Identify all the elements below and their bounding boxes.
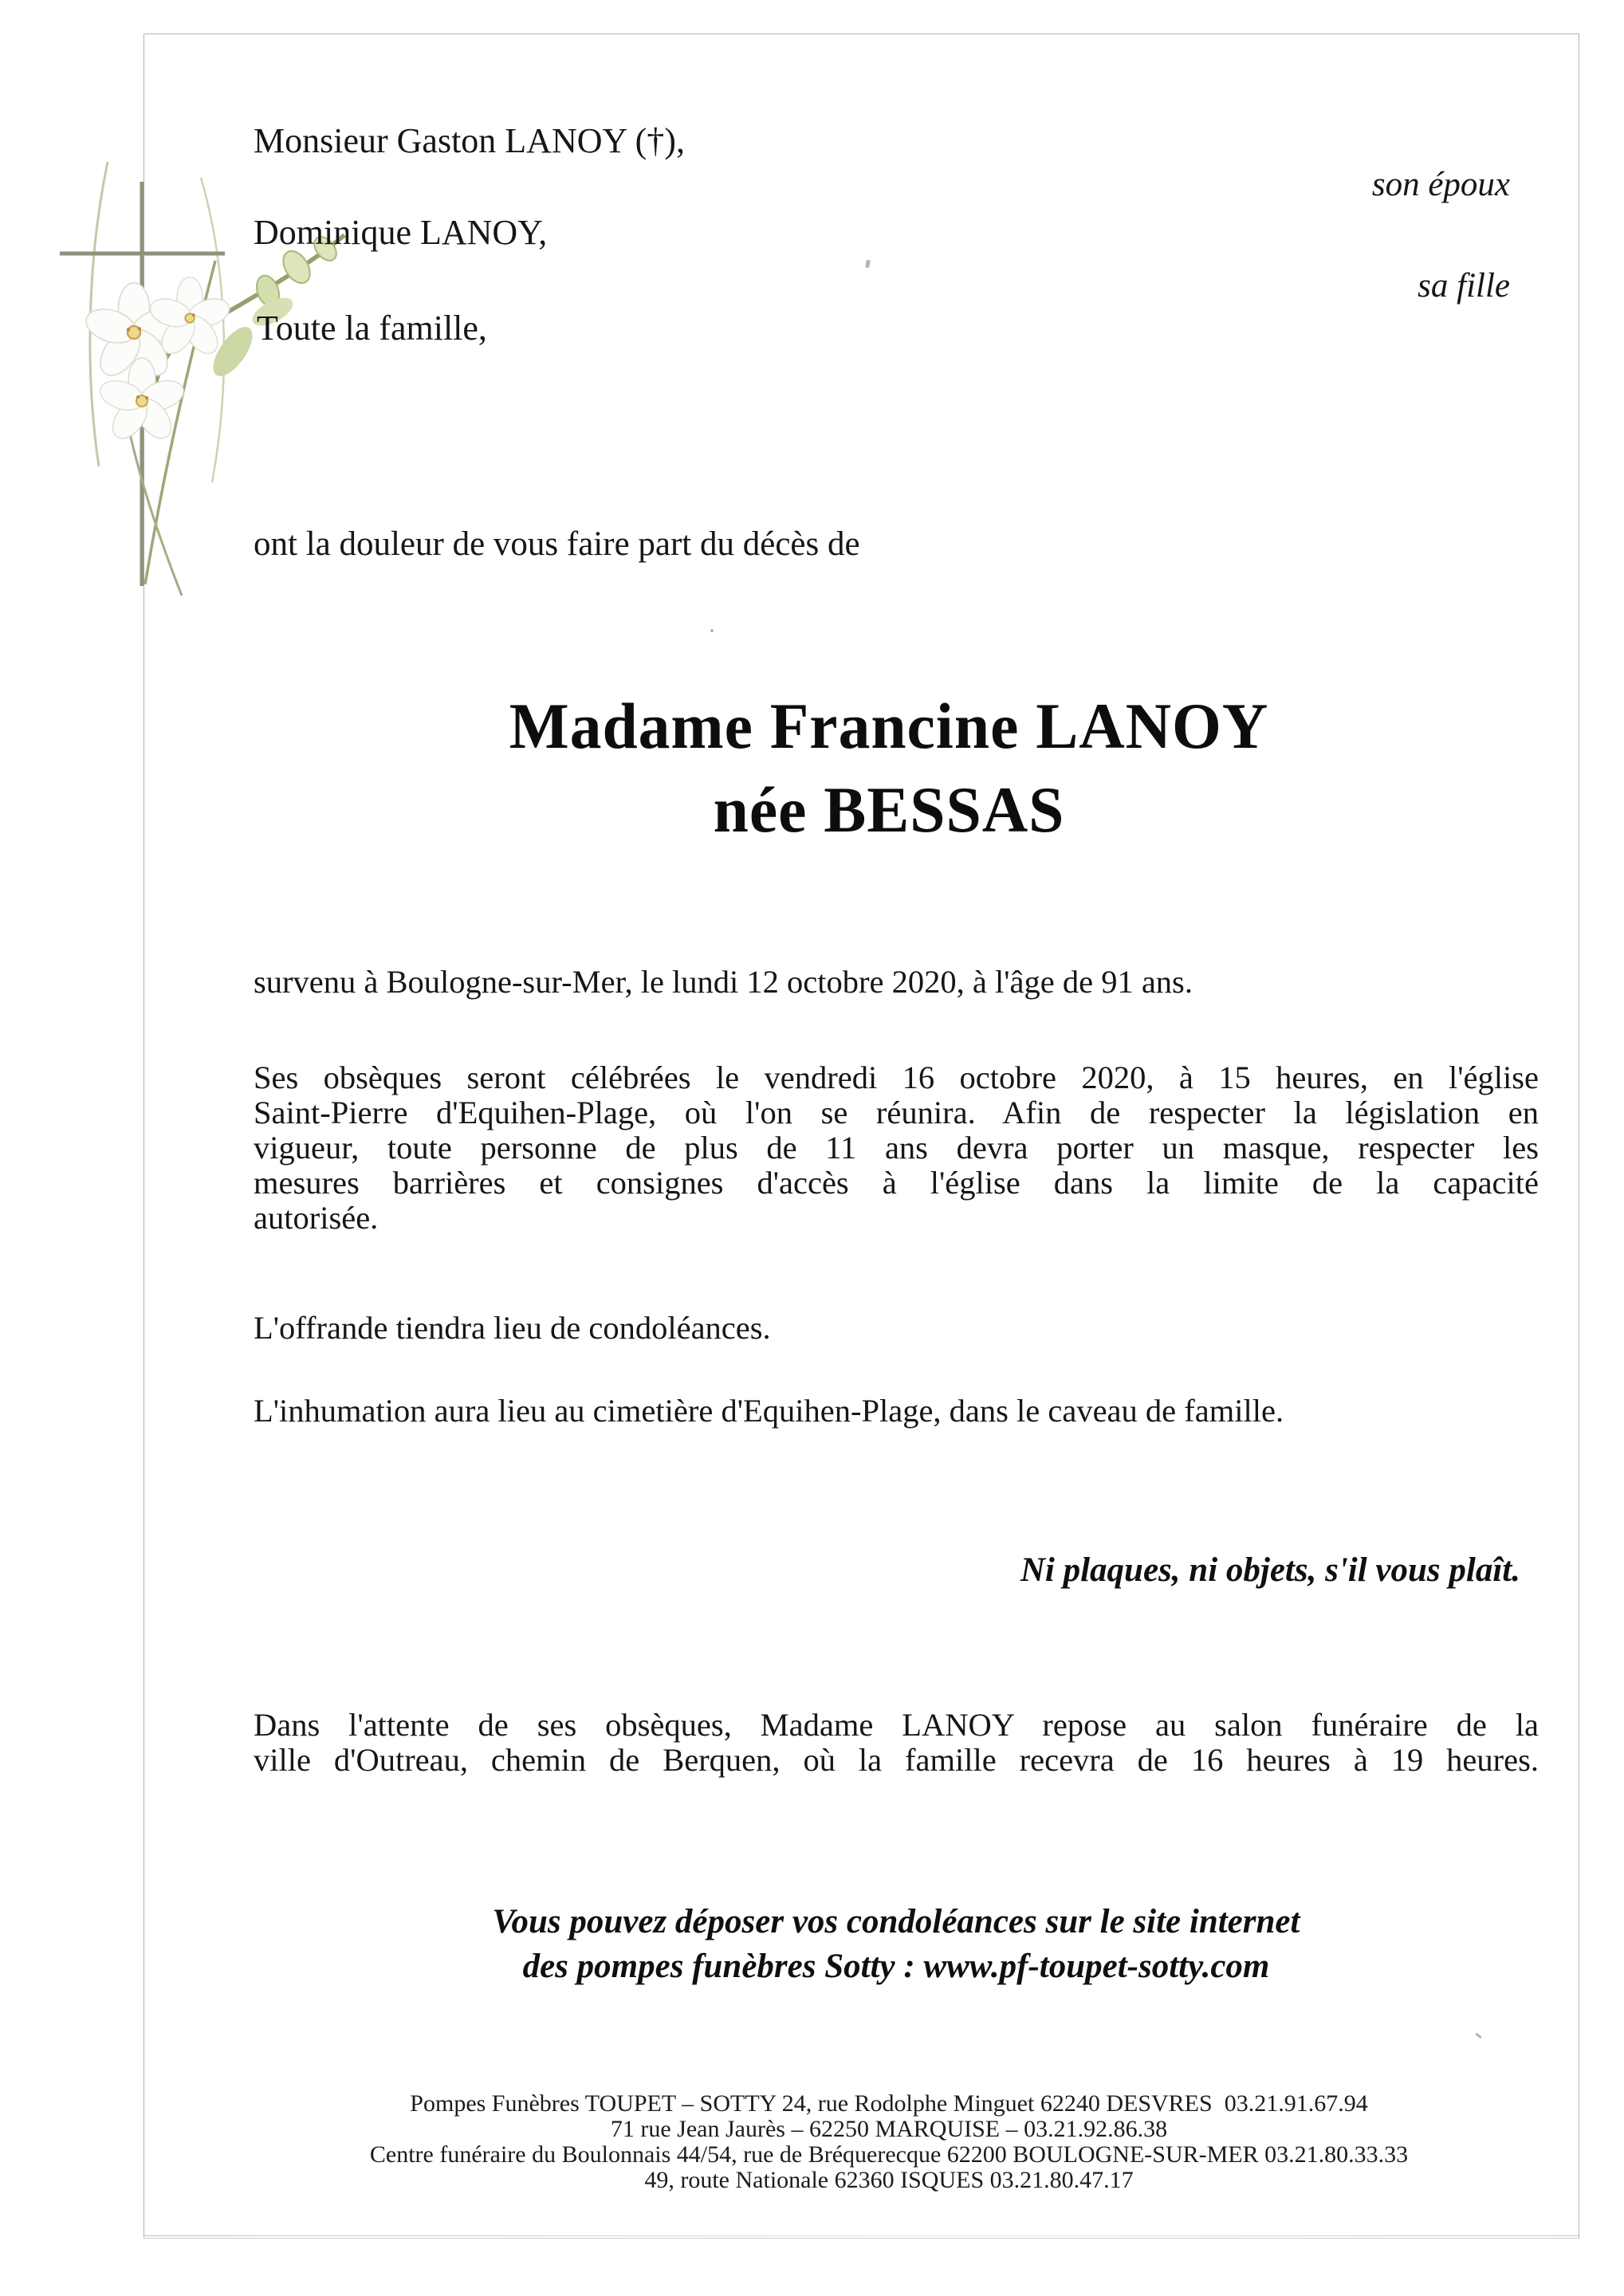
announcement-line: ont la douleur de vous faire part du décès de — [254, 525, 860, 563]
repose-paragraph — [254, 1708, 1539, 1778]
deceased-name: Madame Francine LANOY — [509, 690, 1269, 762]
scan-speck — [710, 629, 714, 632]
funeral-home-line: Centre funéraire du Boulonnais 44/54, rue de Bréquerecque 62200 BOULOGNE-SUR-MER 03.21.80.33.33 — [369, 2141, 1409, 2168]
funeral-home-line: 71 rue Jean Jaurès – 62250 MARQUISE – 03.21.92.86.38 — [610, 2116, 1168, 2142]
ceremony-paragraph — [254, 1060, 1539, 1236]
ceremony-line: Saint-Pierre d'Equihen-Plage, où l'on se réunira. Afin de respecter la législation en — [254, 1095, 1539, 1130]
condolences-line: des pompes funèbres Sotty : www.pf-toupet-sotty.com — [522, 1948, 1270, 1985]
offering-line: L'offrande tiendra lieu de condoléances. — [254, 1310, 771, 1346]
condolences-block — [254, 1900, 1539, 1989]
death-notice-line: survenu à Boulogne-sur-Mer, le lundi 12 octobre 2020, à l'âge de 91 ans. — [254, 964, 1193, 1000]
funeral-home-line: Pompes Funèbres TOUPET – SOTTY 24, rue Rodolphe Minguet 62240 DESVRES 03.21.91.67.94 — [410, 2090, 1368, 2117]
scan-speck — [1475, 2032, 1482, 2038]
card-bottom-edge — [144, 2235, 1579, 2236]
ceremony-line: autorisée. — [254, 1200, 379, 1236]
mourner-family: Toute la famille, — [257, 309, 487, 348]
relation-daughter: sa fille — [1418, 267, 1510, 305]
mourner-husband: Monsieur Gaston LANOY (†), — [254, 121, 685, 160]
repose-line: ville d'Outreau, chemin de Berquen, où la famille recevra de 16 heures à 19 heures. — [254, 1742, 1539, 1778]
deceased-maiden-name: née BESSAS — [713, 773, 1065, 846]
scan-speck — [865, 260, 871, 269]
ceremony-line: mesures barrières et consignes d'accès à l'église dans la limite de la capacité — [254, 1165, 1539, 1201]
funeral-homes-footer — [223, 2091, 1555, 2193]
request-line: Ni plaques, ni objets, s'il vous plaît. — [1020, 1551, 1520, 1589]
ceremony-line: Ses obsèques seront célébrées le vendredi 16 octobre 2020, à 15 heures, en l'église — [254, 1060, 1539, 1095]
burial-line: L'inhumation aura lieu au cimetière d'Equihen-Plage, dans le caveau de famille. — [254, 1393, 1284, 1429]
condolences-line: Vous pouvez déposer vos condoléances sur le site internet — [492, 1903, 1300, 1940]
mourner-daughter: Dominique LANOY, — [254, 213, 548, 252]
relation-husband: son époux — [1371, 166, 1510, 203]
ceremony-line: vigueur, toute personne de plus de 11 ans devra porter un masque, respecter les — [254, 1130, 1539, 1166]
funeral-home-line: 49, route Nationale 62360 ISQUES 03.21.80.47.17 — [644, 2167, 1134, 2193]
repose-line: Dans l'attente de ses obsèques, Madame LANOY repose au salon funéraire de la — [254, 1707, 1539, 1743]
